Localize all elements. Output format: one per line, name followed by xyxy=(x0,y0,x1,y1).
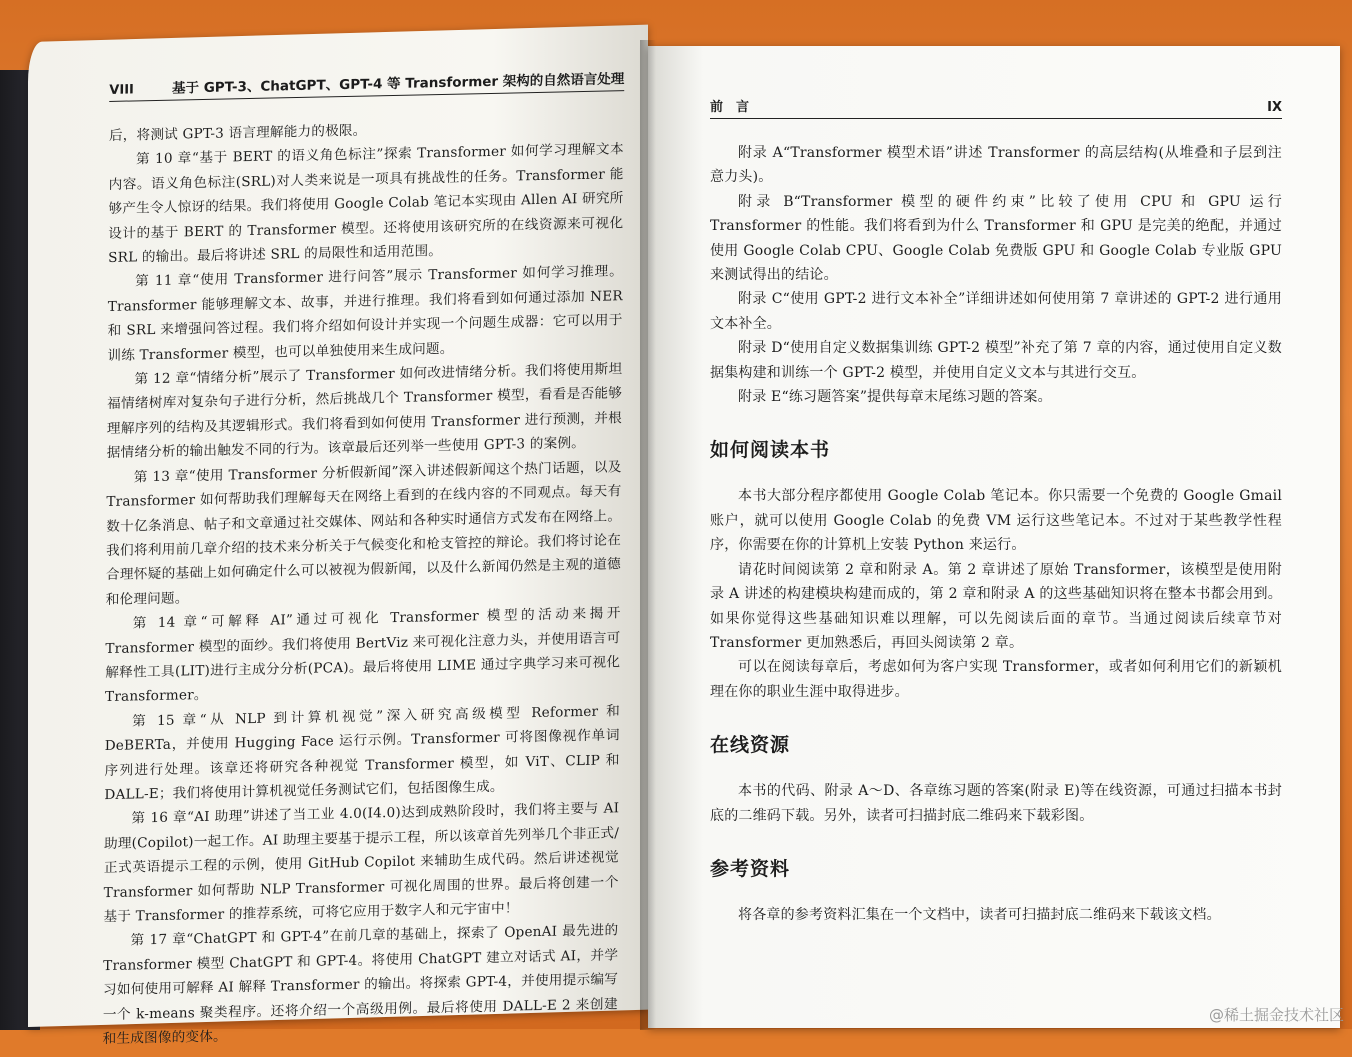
appendix-paragraph: 附录 C“使用 GPT-2 进行文本补全”详细讲述如何使用第 7 章讲述的 GPT-2 进行通用文本补全。 xyxy=(710,291,1282,332)
section-label: 前 言 xyxy=(710,100,750,115)
appendix-paragraph: 附录 D“使用自定义数据集训练 GPT-2 模型”补充了第 7 章的内容，通过使用自定义数据集构建和训练一个 GPT-2 模型，并使用自定义文本与其进行交互。 xyxy=(710,340,1282,381)
open-book xyxy=(20,10,1350,1048)
left-paragraph: 后，将测试 GPT-3 语言理解能力的极限。 xyxy=(108,122,367,144)
left-paragraph: 第 13 章“使用 Transformer 分析假新闻”深入讲述假新闻这个热门话题，以及 Transformer 如何帮助我们理解每天在网络上看到的在线内容的不同观点。每天有数十亿条消息、帖子和文章通过社交媒体、网站和各种实时通信方式发布在网络上。我们将利用前几章介绍的技术来分析关于气候变化和枪支管控的辩论。我们将讨论在合理怀疑的基础上如何确定什么可以被视为假新闻，以及什么新闻仍然是主观的道德和伦理问题。 xyxy=(105,458,622,608)
book-running-title: 基于 GPT-3、ChatGPT、GPT-4 等 Transformer 架构的自然语言处理 xyxy=(171,71,625,97)
how-to-read-paragraph: 请花时间阅读第 2 章和附录 A。第 2 章讲述了原始 Transformer，该模型是使用附录 A 讲述的构建模块构建而成的，第 2 章和附录 A 的这些基础知识将在整本书都会用到。如果你觉得这些基础知识难以理解，可以先阅读后面的章节。当通过阅读后续章节对 Transformer 更加熟悉后，再回头阅读第 2 章。 xyxy=(710,561,1282,651)
online-resources-paragraph: 本书的代码、附录 A～D、各章练习题的答案(附录 E)等在线资源，可通过扫描本书封底的二维码下载。另外，读者可扫描封底二维码来下载彩图。 xyxy=(710,783,1282,824)
how-to-read-paragraph: 可以在阅读每章后，考虑如何为客户实现 Transformer，或者如何利用它们的新颖机理在你的职业生涯中取得进步。 xyxy=(710,659,1282,700)
appendix-paragraph: 附录 A“Transformer 模型术语”讲述 Transformer 的高层结构(从堆叠和子层到注意力头)。 xyxy=(710,145,1282,186)
references-paragraph: 将各章的参考资料汇集在一个文档中，读者可扫描封底二维码来下载该文档。 xyxy=(738,906,1221,923)
site-watermark: @稀土掘金技术社区 xyxy=(1208,1006,1344,1024)
online-resources-heading: 在线资源 xyxy=(710,734,791,757)
how-to-read-heading: 如何阅读本书 xyxy=(710,439,831,462)
right-running-head xyxy=(710,96,1282,119)
left-paragraph: 第 12 章“情绪分析”展示了 Transformer 如何改进情绪分析。我们将使用斯坦福情绪树库对复杂句子进行分析，然后挑战几个 Transformer 模型，看看是否能够理解序列的结构及其逻辑形式。我们将看到如何使用 Transformer 进行预测，并根据情绪分析的输出触发不同的行为。该章最后还列举一些使用 GPT-3 的案例。 xyxy=(106,361,623,462)
how-to-read-paragraph: 本书大部分程序都使用 Google Colab 笔记本。你只需要一个免费的 Google Gmail 账户，就可以使用 Google Colab 的免费 VM 运行这些笔记本。不过对于某些教学性程序，你需要在你的计算机上安装 Python 来运行。 xyxy=(710,488,1282,554)
left-paragraph: 第 17 章“ChatGPT 和 GPT-4”在前几章的基础上，探索了 OpenAI 最先进的 Transformer 模型 ChatGPT 和 GPT-4。将使用 ChatGPT 建立对话式 AI，并学习如何使用可解释 AI 解释 Transformer 的输出。将探索 GPT-4，并使用提示编写一个 k-means 聚类程序。还将介绍一个高级用例。最后将使用 DALL-E 2 来创建和生成图像的变体。 xyxy=(102,922,619,1048)
left-paragraph: 第 14 章“可解释 AI”通过可视化 Transformer 模型的活动来揭开 Transformer 模型的面纱。我们将使用 BertViz 来可视化注意力头，并使用语言可解释性工具(LIT)进行主成分分析(PCA)。最后将使用 LIME 通过字典学习来可视化 Transformer。 xyxy=(105,605,621,706)
left-page-number: VIII xyxy=(109,82,134,98)
left-running-head xyxy=(109,67,624,102)
left-paragraph: 第 15 章“从 NLP 到计算机视觉”深入研究高级模型 Reformer 和 DeBERTa，并使用 Hugging Face 运行示例。Transformer 可将图像视作单词序列进行处理。该章还将研究各种视觉 Transformer 模型，如 ViT、CLIP 和 DALL-E；我们将使用计算机视觉任务测试它们，包括图像生成。 xyxy=(104,703,620,804)
appendix-paragraph: 附录 B“Transformer 模型的硬件约束”比较了使用 CPU 和 GPU 运行 Transformer 的性能。我们将看到为什么 Transformer 和 GPU 是完美的绝配，并通过使用 Google Colab CPU、Google Colab 免费版 GPU 和 Google Colab 专业版 GPU 来测试得出的结论。 xyxy=(710,193,1282,284)
left-page xyxy=(28,25,648,1048)
right-page-number: IX xyxy=(1267,100,1282,115)
appendix-paragraph: 附录 E“练习题答案”提供每章末尾练习题的答案。 xyxy=(738,389,1052,406)
left-paragraph: 第 10 章“基于 BERT 的语义角色标注”探索 Transformer 如何学习理解文本内容。语义角色标注(SRL)对人类来说是一项具有挑战性的任务。Transformer 能够产生令人惊讶的结果。我们将使用 Google Colab 笔记本实现由 Allen AI 研究所设计的基于 BERT 的 Transformer 模型。还将使用该研究所的在线资源来可视化 SRL 的输出。最后将讲述 SRL 的局限性和适用范围。 xyxy=(108,141,624,267)
book-gutter-shadow xyxy=(640,40,656,1030)
right-page xyxy=(648,46,1340,1028)
left-paragraph: 第 16 章“AI 助理”讲述了当工业 4.0(I4.0)达到成熟阶段时，我们将主要与 AI 助理(Copilot)一起工作。AI 助理主要基于提示工程，所以该章首先列举几个非正式/正式英语提示工程的示例，使用 GitHub Copilot 来辅助生成代码。然后讲述视觉 Transformer 如何帮助 NLP Transformer 可视化周围的世界。最后将创建一个基于 Transformer 的推荐系统，可将它应用于数字人和元宇宙中！ xyxy=(103,800,620,926)
left-paragraph: 第 11 章“使用 Transformer 进行问答”展示 Transformer 如何学习推理。Transformer 能够理解文本、故事，并进行推理。我们将看到如何通过添加 NER 和 SRL 来增强问答过程。我们将介绍如何设计并实现一个问题生成器：它可以用于训练 Transformer 模型，也可以单独使用来生成问题。 xyxy=(107,263,624,364)
references-heading: 参考资料 xyxy=(710,857,791,880)
